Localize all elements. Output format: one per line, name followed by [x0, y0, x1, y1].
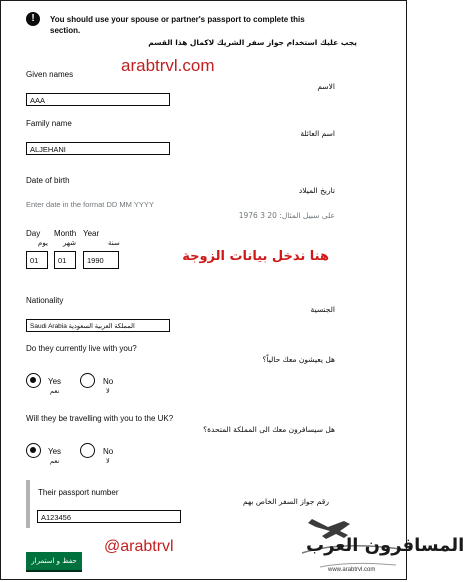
given-names-field[interactable]: AAA [26, 93, 170, 106]
day-label: Day [26, 229, 41, 238]
watermark-note: هنا ندخل بيانات الزوجة [182, 249, 329, 264]
passport-label-arabic: رقم جواز السفر الخاص بهم [242, 497, 329, 506]
travelling-no-label-arabic: لا [106, 457, 110, 465]
month-label: Month [54, 229, 77, 238]
notice-text-line2: section. [50, 26, 81, 35]
travelling-question: Will they be travelling with you to the UK? [26, 414, 174, 423]
arabtrvl-logo [300, 505, 464, 578]
nationality-label: Nationality [26, 296, 64, 305]
nationality-label-arabic: الجنسية [310, 305, 335, 314]
year-label-arabic: سنة [108, 239, 120, 247]
live-with-you-no-label: No [103, 377, 114, 386]
logo-url: www.arabtrvl.com [328, 567, 376, 573]
dob-label: Date of birth [26, 176, 70, 185]
given-names-label: Given names [26, 70, 74, 79]
dob-year-field[interactable]: 1990 [83, 251, 119, 269]
given-names-label-arabic: الاسم [317, 82, 335, 91]
watermark-site: arabtrvl.com [121, 56, 215, 75]
travelling-no-radio[interactable] [80, 443, 95, 458]
travelling-question-arabic: هل سيسافرون معك الى المملكة المتحدة؟ [203, 425, 335, 434]
notice-text-line1: You should use your spouse or partner's passport to complete this [50, 15, 305, 24]
watermark-handle: @arabtrvl [104, 538, 174, 555]
live-with-you-question: Do they currently live with you? [26, 344, 137, 353]
live-with-you-yes-radio[interactable] [26, 373, 41, 388]
family-name-field[interactable]: ALJEHANI [26, 142, 170, 155]
live-with-you-yes-label: Yes [48, 377, 62, 386]
passport-number-field[interactable]: A123456 [37, 510, 181, 523]
live-with-you-no-radio[interactable] [80, 373, 95, 388]
save-and-continue-button[interactable]: حفظ و استمرار [26, 552, 82, 570]
notice-text-arabic: يجب عليك استخدام جواز سفر الشريك لاكمال هذا القسم [148, 38, 357, 47]
dob-month-field[interactable]: 01 [54, 251, 76, 269]
travelling-yes-label-arabic: نعم [50, 457, 60, 465]
live-with-you-yes-label-arabic: نعم [50, 387, 60, 395]
month-label-arabic: شهر [63, 239, 76, 247]
travelling-yes-radio[interactable] [26, 443, 41, 458]
dob-label-arabic: تاريخ الميلاد [298, 186, 335, 195]
travelling-yes-label: Yes [48, 447, 62, 456]
dob-hint: Enter date in the format DD MM YYYY [26, 200, 154, 209]
nationality-select[interactable]: Saudi Arabia المملكة العربية السعودية [26, 319, 170, 332]
logo-text: المسافرون العرب [306, 535, 464, 556]
passport-label: Their passport number [38, 488, 119, 497]
inset-bar [26, 480, 30, 528]
year-label: Year [83, 229, 100, 238]
family-name-label: Family name [26, 119, 72, 128]
live-with-you-question-arabic: هل يعيشون معك حالياً؟ [262, 355, 335, 364]
live-with-you-no-label-arabic: لا [106, 387, 110, 395]
dob-day-field[interactable]: 01 [26, 251, 48, 269]
family-name-label-arabic: اسم العائلة [300, 129, 335, 138]
travelling-no-label: No [103, 447, 114, 456]
day-label-arabic: يوم [38, 239, 48, 247]
exclamation-icon: ! [26, 12, 40, 26]
dob-hint-arabic: على سبيل المثال: 20 3 1976 [238, 211, 335, 220]
